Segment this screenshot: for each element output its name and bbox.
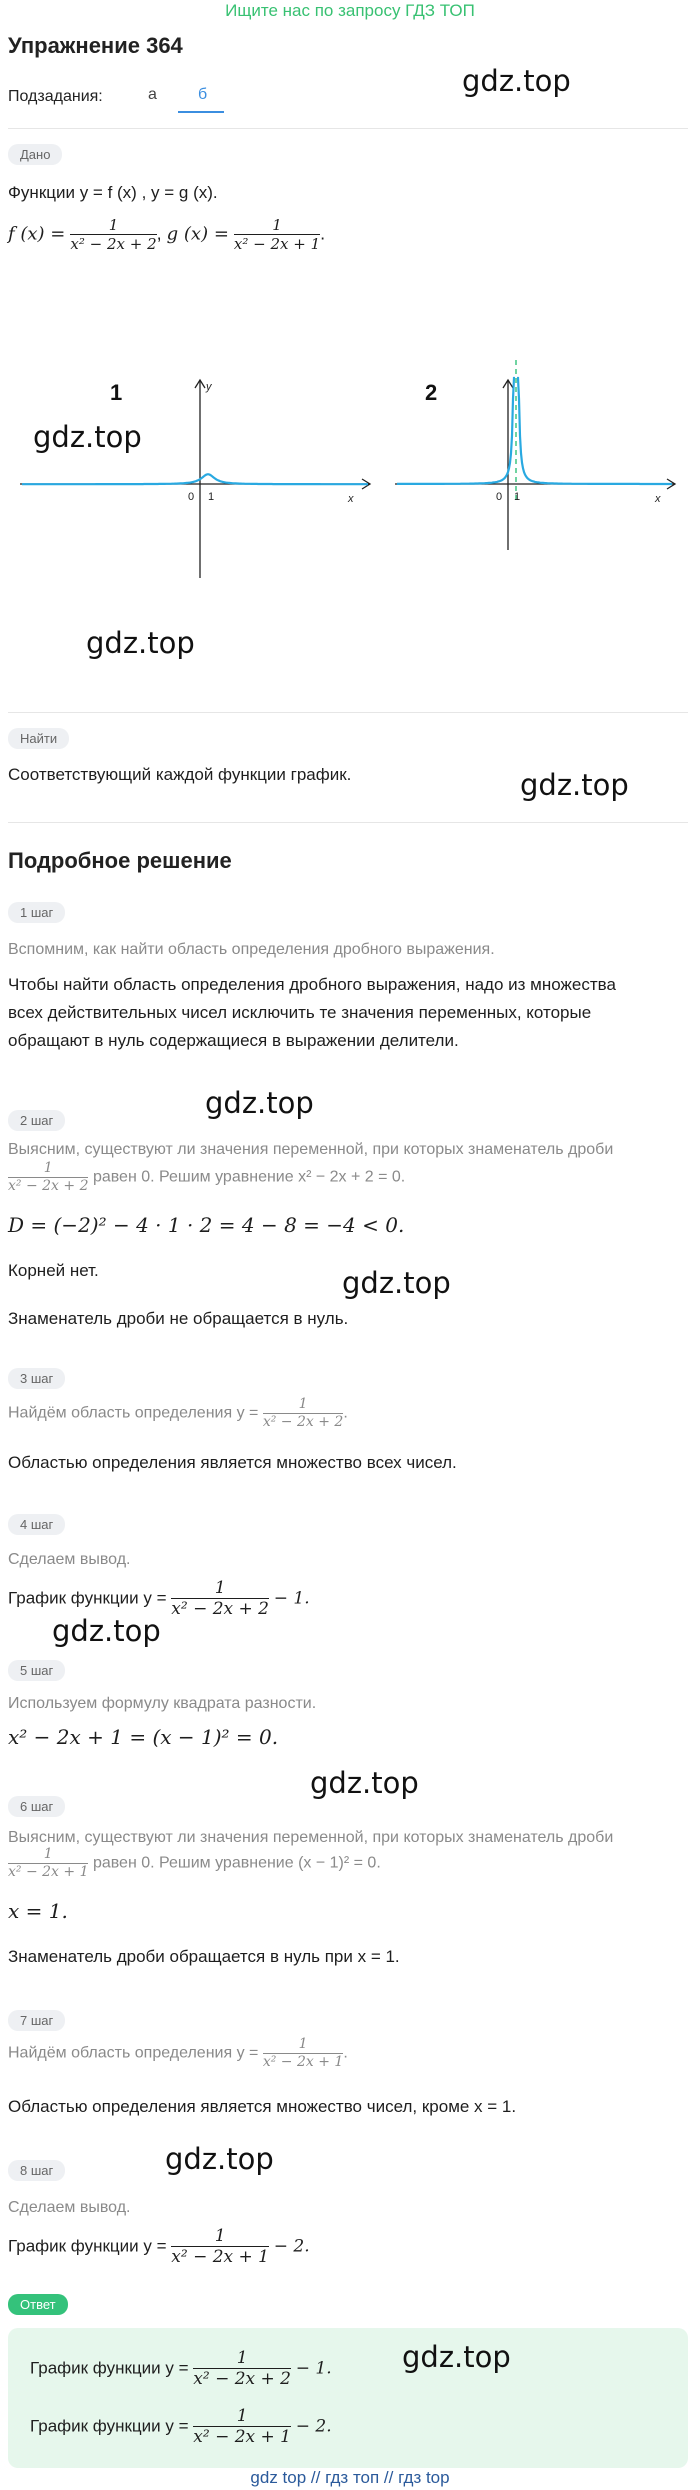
step-fraction-denominator: x² − 2x + 1: [262, 2053, 344, 2070]
graphs-figure: [0, 350, 700, 590]
step-hint: Выясним, существуют ли значения переменной, при которых знаменатель дроби: [8, 1829, 614, 1846]
step-tail: − 2.: [273, 2236, 310, 2257]
graph-1-x-label: x: [348, 493, 354, 505]
tab-subtask-a[interactable]: а: [148, 86, 157, 103]
step-chip: 1 шаг: [8, 902, 65, 923]
g-fraction: [234, 216, 320, 253]
tab-subtask-b[interactable]: б: [198, 86, 208, 103]
watermark: gdz.top: [52, 1614, 161, 1648]
g-denominator: x² − 2x + 1: [233, 235, 321, 253]
step-fraction: [171, 1578, 269, 1620]
step-fraction-denominator: x² − 2x + 2: [8, 1177, 89, 1194]
step-fraction: [263, 1396, 343, 1431]
watermark: gdz.top: [165, 2142, 274, 2176]
find-text: Соответствующий каждой функции график.: [8, 765, 352, 784]
step-chip: 7 шаг: [8, 2010, 65, 2031]
step-fraction-denominator: x² − 2x + 1: [171, 2247, 269, 2268]
step-chip: 4 шаг: [8, 1514, 65, 1535]
watermark: gdz.top: [462, 64, 571, 98]
promo-banner[interactable]: Ищите нас по запросу ГДЗ ТОП: [225, 1, 475, 20]
f-numerator: 1: [70, 216, 156, 235]
step-fraction: [8, 1846, 88, 1881]
g-numerator: 1: [234, 216, 320, 235]
step-fraction-numerator: 1: [263, 2036, 343, 2054]
step-conclusion: [8, 2226, 310, 2268]
find-chip: Найти: [8, 728, 69, 749]
divider: [8, 822, 688, 823]
f-lhs: f (x) =: [8, 223, 66, 245]
step-chip: 6 шаг: [8, 1796, 65, 1817]
f-denominator: x² − 2x + 2: [70, 235, 157, 253]
step-text: обращают в нуль содержащиеся в выражении делители.: [8, 1031, 459, 1050]
step-text: Знаменатель дроби не обращается в нуль.: [8, 1309, 349, 1328]
watermark: gdz.top: [33, 420, 142, 454]
step-hint-formula: [8, 1160, 405, 1195]
watermark: gdz.top: [520, 768, 629, 802]
step-text: всех действительных чисел исключить те значения переменных, которые: [8, 1003, 592, 1022]
f-fraction: [70, 216, 156, 253]
step-tail: − 1.: [273, 1588, 310, 1609]
watermark: gdz.top: [402, 2340, 511, 2374]
watermark: gdz.top: [205, 1086, 314, 1120]
answer-fraction-numerator: 1: [193, 2406, 291, 2427]
footer-links[interactable]: gdz top // гдз топ // гдз top: [250, 2468, 450, 2487]
answer-tail: − 1.: [295, 2358, 332, 2379]
step-math: x² − 2x + 1 = (x − 1)² = 0.: [8, 1725, 279, 1749]
step-fraction: [171, 2226, 269, 2268]
step-hint-formula: [8, 1846, 381, 1881]
answer-row: [30, 2348, 332, 2390]
given-formulas: f (x) = $\frac{1}{\text{x² − 2x + 2}}$ , g (x) = $\frac{1}{\text{x² − 2x + 1}}$ .: [8, 216, 326, 253]
graph-1-origin: 0: [188, 491, 195, 503]
graph-1: [20, 380, 370, 578]
watermark: gdz.top: [86, 626, 195, 660]
answer-fraction: [193, 2348, 291, 2390]
step-text: Областью определения является множество всех чисел.: [8, 1453, 457, 1472]
g-lhs: g (x) =: [166, 223, 229, 245]
graph-2: [395, 360, 675, 550]
answer-lead: График функции y =: [30, 2358, 189, 2378]
step-hint: Найдём область определения y = $\frac{1}{\text{x² − 2x + 1}}$ .: [8, 2036, 348, 2070]
graph-2-number: 2: [425, 380, 438, 405]
answer-chip: Ответ: [8, 2294, 68, 2315]
answer-lead: График функции y =: [30, 2416, 189, 2436]
given-line: Функции y = f (x) , y = g (x).: [8, 183, 218, 202]
watermark: gdz.top: [310, 1766, 419, 1800]
graph-1-unit: 1: [208, 491, 215, 503]
step-fraction: [263, 2036, 343, 2071]
step-chip: 2 шаг: [8, 1110, 65, 1131]
step-fraction-numerator: 1: [8, 1846, 88, 1864]
step-fraction: [8, 1160, 88, 1195]
given-functions: [8, 180, 218, 206]
graph-1-curve: [22, 474, 368, 484]
answer-fraction-numerator: 1: [193, 2348, 291, 2369]
step-chip: 3 шаг: [8, 1368, 65, 1389]
step-math: D = (−2)² − 4 · 1 · 2 = 4 − 8 = −4 < 0.: [8, 1213, 405, 1237]
solution-heading: Подробное решение: [8, 848, 232, 873]
subtasks-label: Подзадания:: [8, 88, 103, 105]
watermark: gdz.top: [342, 1266, 451, 1300]
page-title: Упражнение 364: [8, 33, 183, 58]
graph-2-x-label: x: [655, 493, 661, 505]
graph-2-origin: 0: [496, 491, 503, 503]
graph-1-y-label: y: [206, 381, 212, 393]
step-hint-cont: равен 0. Решим уравнение (x − 1)² = 0.: [92, 1854, 381, 1872]
step-hint-text: Найдём область определения y =: [8, 1404, 259, 1422]
answer-row: [30, 2406, 332, 2448]
step-hint: Выясним, существуют ли значения переменной, при которых знаменатель дроби: [8, 1141, 614, 1158]
answer-fraction: [193, 2406, 291, 2448]
active-tab-indicator: [178, 111, 224, 113]
answer-fraction-denominator: x² − 2x + 2: [193, 2369, 291, 2390]
step-fraction-numerator: 1: [8, 1160, 88, 1178]
step-fraction-denominator: x² − 2x + 1: [8, 1863, 89, 1880]
step-hint-cont: равен 0. Решим уравнение x² − 2x + 2 = 0.: [92, 1168, 406, 1186]
step-lead: График функции y =: [8, 1588, 167, 1608]
step-fraction-numerator: 1: [171, 1578, 269, 1599]
step-text: Чтобы найти область определения дробного выражения, надо из множества: [8, 975, 616, 994]
step-hint: Найдём область определения y = $\frac{1}{\text{x² − 2x + 2}}$ .: [8, 1396, 348, 1430]
graph-1-number: 1: [110, 380, 123, 405]
step-fraction-denominator: x² − 2x + 2: [171, 1599, 269, 1620]
step-math: x = 1.: [8, 1899, 68, 1923]
divider: [8, 128, 688, 129]
step-fraction-numerator: 1: [263, 1396, 343, 1414]
graph-2-curve: [397, 378, 672, 484]
step-fraction-denominator: x² − 2x + 2: [262, 1413, 344, 1430]
graph-2-unit: 1: [514, 491, 521, 503]
step-hint: Вспомним, как найти область определения дробного выражения.: [8, 941, 495, 958]
divider: [8, 712, 688, 713]
step-chip: 5 шаг: [8, 1660, 65, 1681]
answer-tail: − 2.: [295, 2416, 332, 2437]
step-lead: График функции y =: [8, 2236, 167, 2256]
step-hint-text: Найдём область определения y =: [8, 2044, 259, 2062]
step-fraction-numerator: 1: [171, 2226, 269, 2247]
given-chip: Дано: [8, 144, 62, 165]
step-hint: Сделаем вывод.: [8, 1551, 131, 1568]
step-text: Знаменатель дроби обращается в нуль при x = 1.: [8, 1947, 400, 1966]
step-hint: Используем формулу квадрата разности.: [8, 1695, 317, 1712]
step-chip: 8 шаг: [8, 2160, 65, 2181]
step-text: Областью определения является множество чисел, кроме x = 1.: [8, 2097, 517, 2116]
step-text: Корней нет.: [8, 1261, 99, 1280]
step-hint: Сделаем вывод.: [8, 2199, 131, 2216]
answer-fraction-denominator: x² − 2x + 1: [193, 2427, 291, 2448]
